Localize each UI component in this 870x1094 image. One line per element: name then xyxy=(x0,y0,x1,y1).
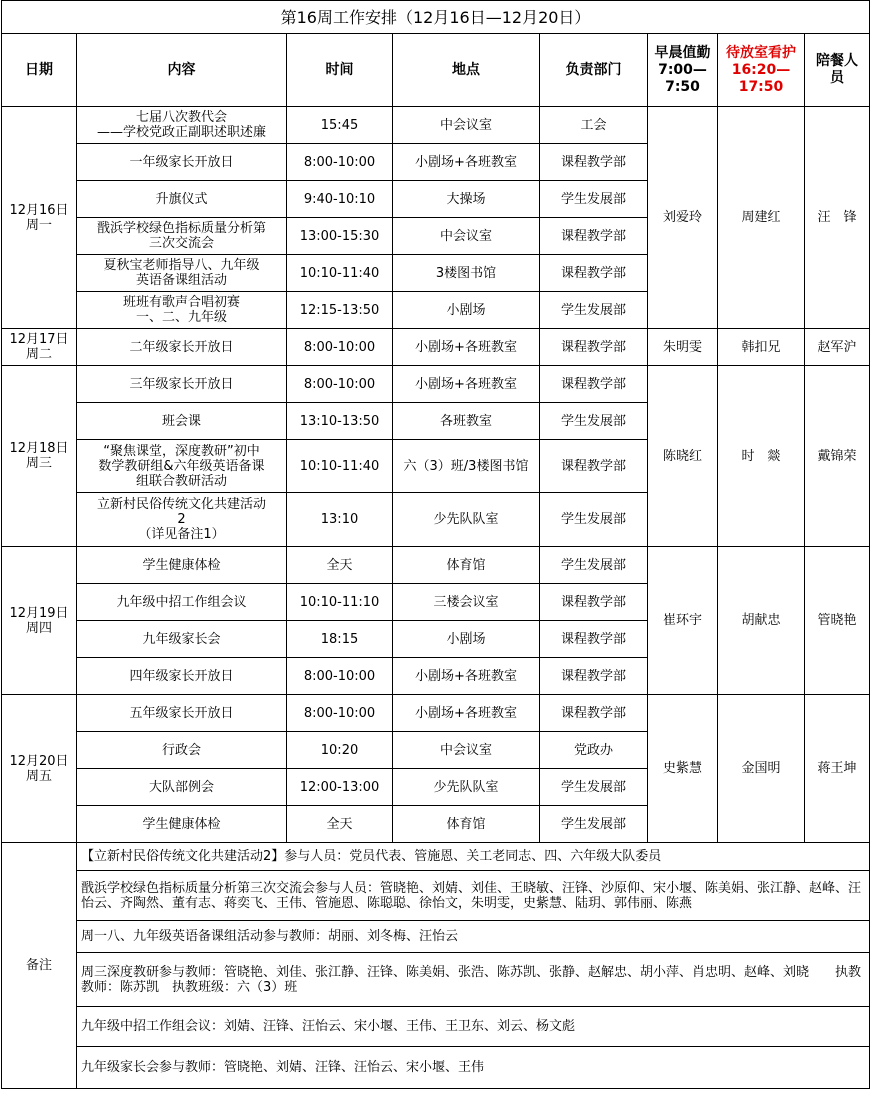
dept-cell: 学生发展部 xyxy=(540,493,648,547)
note-row xyxy=(2,1047,870,1089)
time-cell: 13:10-13:50 xyxy=(287,403,393,440)
content-cell: 学生健康体检 xyxy=(77,806,287,843)
header-content: 内容 xyxy=(77,34,287,107)
header-morning-duty: 早晨值勤 7:00— 7:50 xyxy=(648,34,718,107)
header-date: 日期 xyxy=(2,34,77,107)
place-cell: 大操场 xyxy=(393,181,540,218)
header-dept: 负责部门 xyxy=(540,34,648,107)
place-cell: 小剧场 xyxy=(393,292,540,329)
time-cell: 12:15-13:50 xyxy=(287,292,393,329)
dept-cell: 学生发展部 xyxy=(540,181,648,218)
dept-cell: 课程教学部 xyxy=(540,144,648,181)
dept-cell: 工会 xyxy=(540,107,648,144)
content-cell: 五年级家长开放日 xyxy=(77,695,287,732)
content-cell: 夏秋宝老师指导八、九年级 英语备课组活动 xyxy=(77,255,287,292)
notes-label: 备注 xyxy=(2,843,77,1089)
time-cell: 10:10-11:10 xyxy=(287,584,393,621)
content-cell: 升旗仪式 xyxy=(77,181,287,218)
time-cell: 8:00-10:00 xyxy=(287,695,393,732)
content-cell: 三年级家长开放日 xyxy=(77,366,287,403)
content-cell: “聚焦课堂，深度教研”初中 数学教研组&六年级英语备课 组联合教研活动 xyxy=(77,440,287,493)
content-cell: 戬浜学校绿色指标质量分析第 三次交流会 xyxy=(77,218,287,255)
time-cell: 8:00-10:00 xyxy=(287,329,393,366)
note-row xyxy=(2,871,870,921)
content-cell: 一年级家长开放日 xyxy=(77,144,287,181)
after-school-care-cell: 韩扣兄 xyxy=(718,329,805,366)
morning-duty-cell: 朱明雯 xyxy=(648,329,718,366)
after-school-care-cell: 金国明 xyxy=(718,695,805,843)
place-cell: 三楼会议室 xyxy=(393,584,540,621)
time-cell: 13:10 xyxy=(287,493,393,547)
header-meal-companion: 陪餐人 员 xyxy=(805,34,870,107)
dept-cell: 课程教学部 xyxy=(540,329,648,366)
content-cell: 九年级家长会 xyxy=(77,621,287,658)
note-text: 周一八、九年级英语备课组活动参与教师：胡丽、刘冬梅、汪怡云 xyxy=(77,921,870,953)
content-cell: 大队部例会 xyxy=(77,769,287,806)
schedule-table xyxy=(1,0,870,1089)
place-cell: 中会议室 xyxy=(393,107,540,144)
content-cell: 班会课 xyxy=(77,403,287,440)
place-cell: 六（3）班/3楼图书馆 xyxy=(393,440,540,493)
header-after-school-care: 待放室看护 16:20— 17:50 xyxy=(718,34,805,107)
content-cell: 行政会 xyxy=(77,732,287,769)
note-text: 戬浜学校绿色指标质量分析第三次交流会参与人员：管晓艳、刘婧、刘佳、王晓敏、汪锋、沙原仰、宋小堰、陈美娟、张江静、赵峰、汪怡云、齐陶然、董有志、蒋奕飞、王伟、管施恩、陈聪聪、徐怡文，朱明雯，史紫慧、陆玥、郭伟丽、陈燕 xyxy=(77,871,870,921)
time-cell: 10:10-11:40 xyxy=(287,440,393,493)
content-cell: 七届八次教代会 ——学校党政正副职述职述廉 xyxy=(77,107,287,144)
dept-cell: 课程教学部 xyxy=(540,658,648,695)
dept-cell: 课程教学部 xyxy=(540,255,648,292)
place-cell: 少先队队室 xyxy=(393,493,540,547)
content-cell: 九年级中招工作组会议 xyxy=(77,584,287,621)
content-cell: 二年级家长开放日 xyxy=(77,329,287,366)
date-cell: 12月20日 周五 xyxy=(2,695,77,843)
dept-cell: 学生发展部 xyxy=(540,292,648,329)
time-cell: 15:45 xyxy=(287,107,393,144)
note-row xyxy=(2,953,870,1007)
page-title: 第16周工作安排（12月16日—12月20日） xyxy=(2,1,870,34)
note-row xyxy=(2,843,870,871)
place-cell: 体育馆 xyxy=(393,547,540,584)
dept-cell: 学生发展部 xyxy=(540,547,648,584)
place-cell: 各班教室 xyxy=(393,403,540,440)
place-cell: 体育馆 xyxy=(393,806,540,843)
dept-cell: 学生发展部 xyxy=(540,769,648,806)
place-cell: 小剧场+各班教室 xyxy=(393,658,540,695)
place-cell: 中会议室 xyxy=(393,218,540,255)
place-cell: 3楼图书馆 xyxy=(393,255,540,292)
morning-duty-cell: 陈晓红 xyxy=(648,366,718,547)
note-text: 周三深度教研参与教师：管晓艳、刘佳、张江静、汪锋、陈美娟、张浩、陈苏凯、张静、赵解忠、胡小萍、肖忠明、赵峰、刘晓 执教教师：陈苏凯 执教班级：六（3）班 xyxy=(77,953,870,1007)
note-text: 九年级家长会参与教师：管晓艳、刘婧、汪锋、汪怡云、宋小堰、王伟 xyxy=(77,1047,870,1089)
time-cell: 18:15 xyxy=(287,621,393,658)
header-place: 地点 xyxy=(393,34,540,107)
meal-companion-cell: 蒋王坤 xyxy=(805,695,870,843)
dept-cell: 课程教学部 xyxy=(540,695,648,732)
table-row xyxy=(2,366,870,403)
place-cell: 小剧场+各班教室 xyxy=(393,329,540,366)
dept-cell: 课程教学部 xyxy=(540,366,648,403)
dept-cell: 课程教学部 xyxy=(540,584,648,621)
table-row xyxy=(2,547,870,584)
content-cell: 班班有歌声合唱初赛 一、二、九年级 xyxy=(77,292,287,329)
place-cell: 少先队队室 xyxy=(393,769,540,806)
meal-companion-cell: 戴锦荣 xyxy=(805,366,870,547)
after-school-care-cell: 时 燚 xyxy=(718,366,805,547)
note-text: 【立新村民俗传统文化共建活动2】参与人员：党员代表、管施恩、关工老同志、四、六年级大队委员 xyxy=(77,843,870,871)
time-cell: 8:00-10:00 xyxy=(287,144,393,181)
table-row xyxy=(2,329,870,366)
place-cell: 中会议室 xyxy=(393,732,540,769)
dept-cell: 课程教学部 xyxy=(540,440,648,493)
time-cell: 9:40-10:10 xyxy=(287,181,393,218)
content-cell: 四年级家长开放日 xyxy=(77,658,287,695)
dept-cell: 学生发展部 xyxy=(540,806,648,843)
time-cell: 8:00-10:00 xyxy=(287,658,393,695)
place-cell: 小剧场 xyxy=(393,621,540,658)
place-cell: 小剧场+各班教室 xyxy=(393,366,540,403)
table-row xyxy=(2,695,870,732)
dept-cell: 学生发展部 xyxy=(540,403,648,440)
date-cell: 12月18日 周三 xyxy=(2,366,77,547)
after-school-care-cell: 胡献忠 xyxy=(718,547,805,695)
place-cell: 小剧场+各班教室 xyxy=(393,695,540,732)
morning-duty-cell: 崔环宇 xyxy=(648,547,718,695)
meal-companion-cell: 汪 锋 xyxy=(805,107,870,329)
content-cell: 学生健康体检 xyxy=(77,547,287,584)
table-row xyxy=(2,107,870,144)
meal-companion-cell: 管晓艳 xyxy=(805,547,870,695)
header-time: 时间 xyxy=(287,34,393,107)
date-cell: 12月16日 周一 xyxy=(2,107,77,329)
dept-cell: 党政办 xyxy=(540,732,648,769)
time-cell: 10:20 xyxy=(287,732,393,769)
time-cell: 13:00-15:30 xyxy=(287,218,393,255)
morning-duty-cell: 史紫慧 xyxy=(648,695,718,843)
morning-duty-cell: 刘爱玲 xyxy=(648,107,718,329)
time-cell: 8:00-10:00 xyxy=(287,366,393,403)
date-cell: 12月17日 周二 xyxy=(2,329,77,366)
time-cell: 全天 xyxy=(287,806,393,843)
time-cell: 10:10-11:40 xyxy=(287,255,393,292)
meal-companion-cell: 赵军沪 xyxy=(805,329,870,366)
time-cell: 全天 xyxy=(287,547,393,584)
place-cell: 小剧场+各班教室 xyxy=(393,144,540,181)
time-cell: 12:00-13:00 xyxy=(287,769,393,806)
dept-cell: 课程教学部 xyxy=(540,218,648,255)
dept-cell: 课程教学部 xyxy=(540,621,648,658)
note-row xyxy=(2,921,870,953)
note-text: 九年级中招工作组会议：刘婧、汪锋、汪怡云、宋小堰、王伟、王卫东、刘云、杨文彪 xyxy=(77,1007,870,1047)
note-row xyxy=(2,1007,870,1047)
content-cell: 立新村民俗传统文化共建活动 2 （详见备注1） xyxy=(77,493,287,547)
date-cell: 12月19日 周四 xyxy=(2,547,77,695)
after-school-care-cell: 周建红 xyxy=(718,107,805,329)
